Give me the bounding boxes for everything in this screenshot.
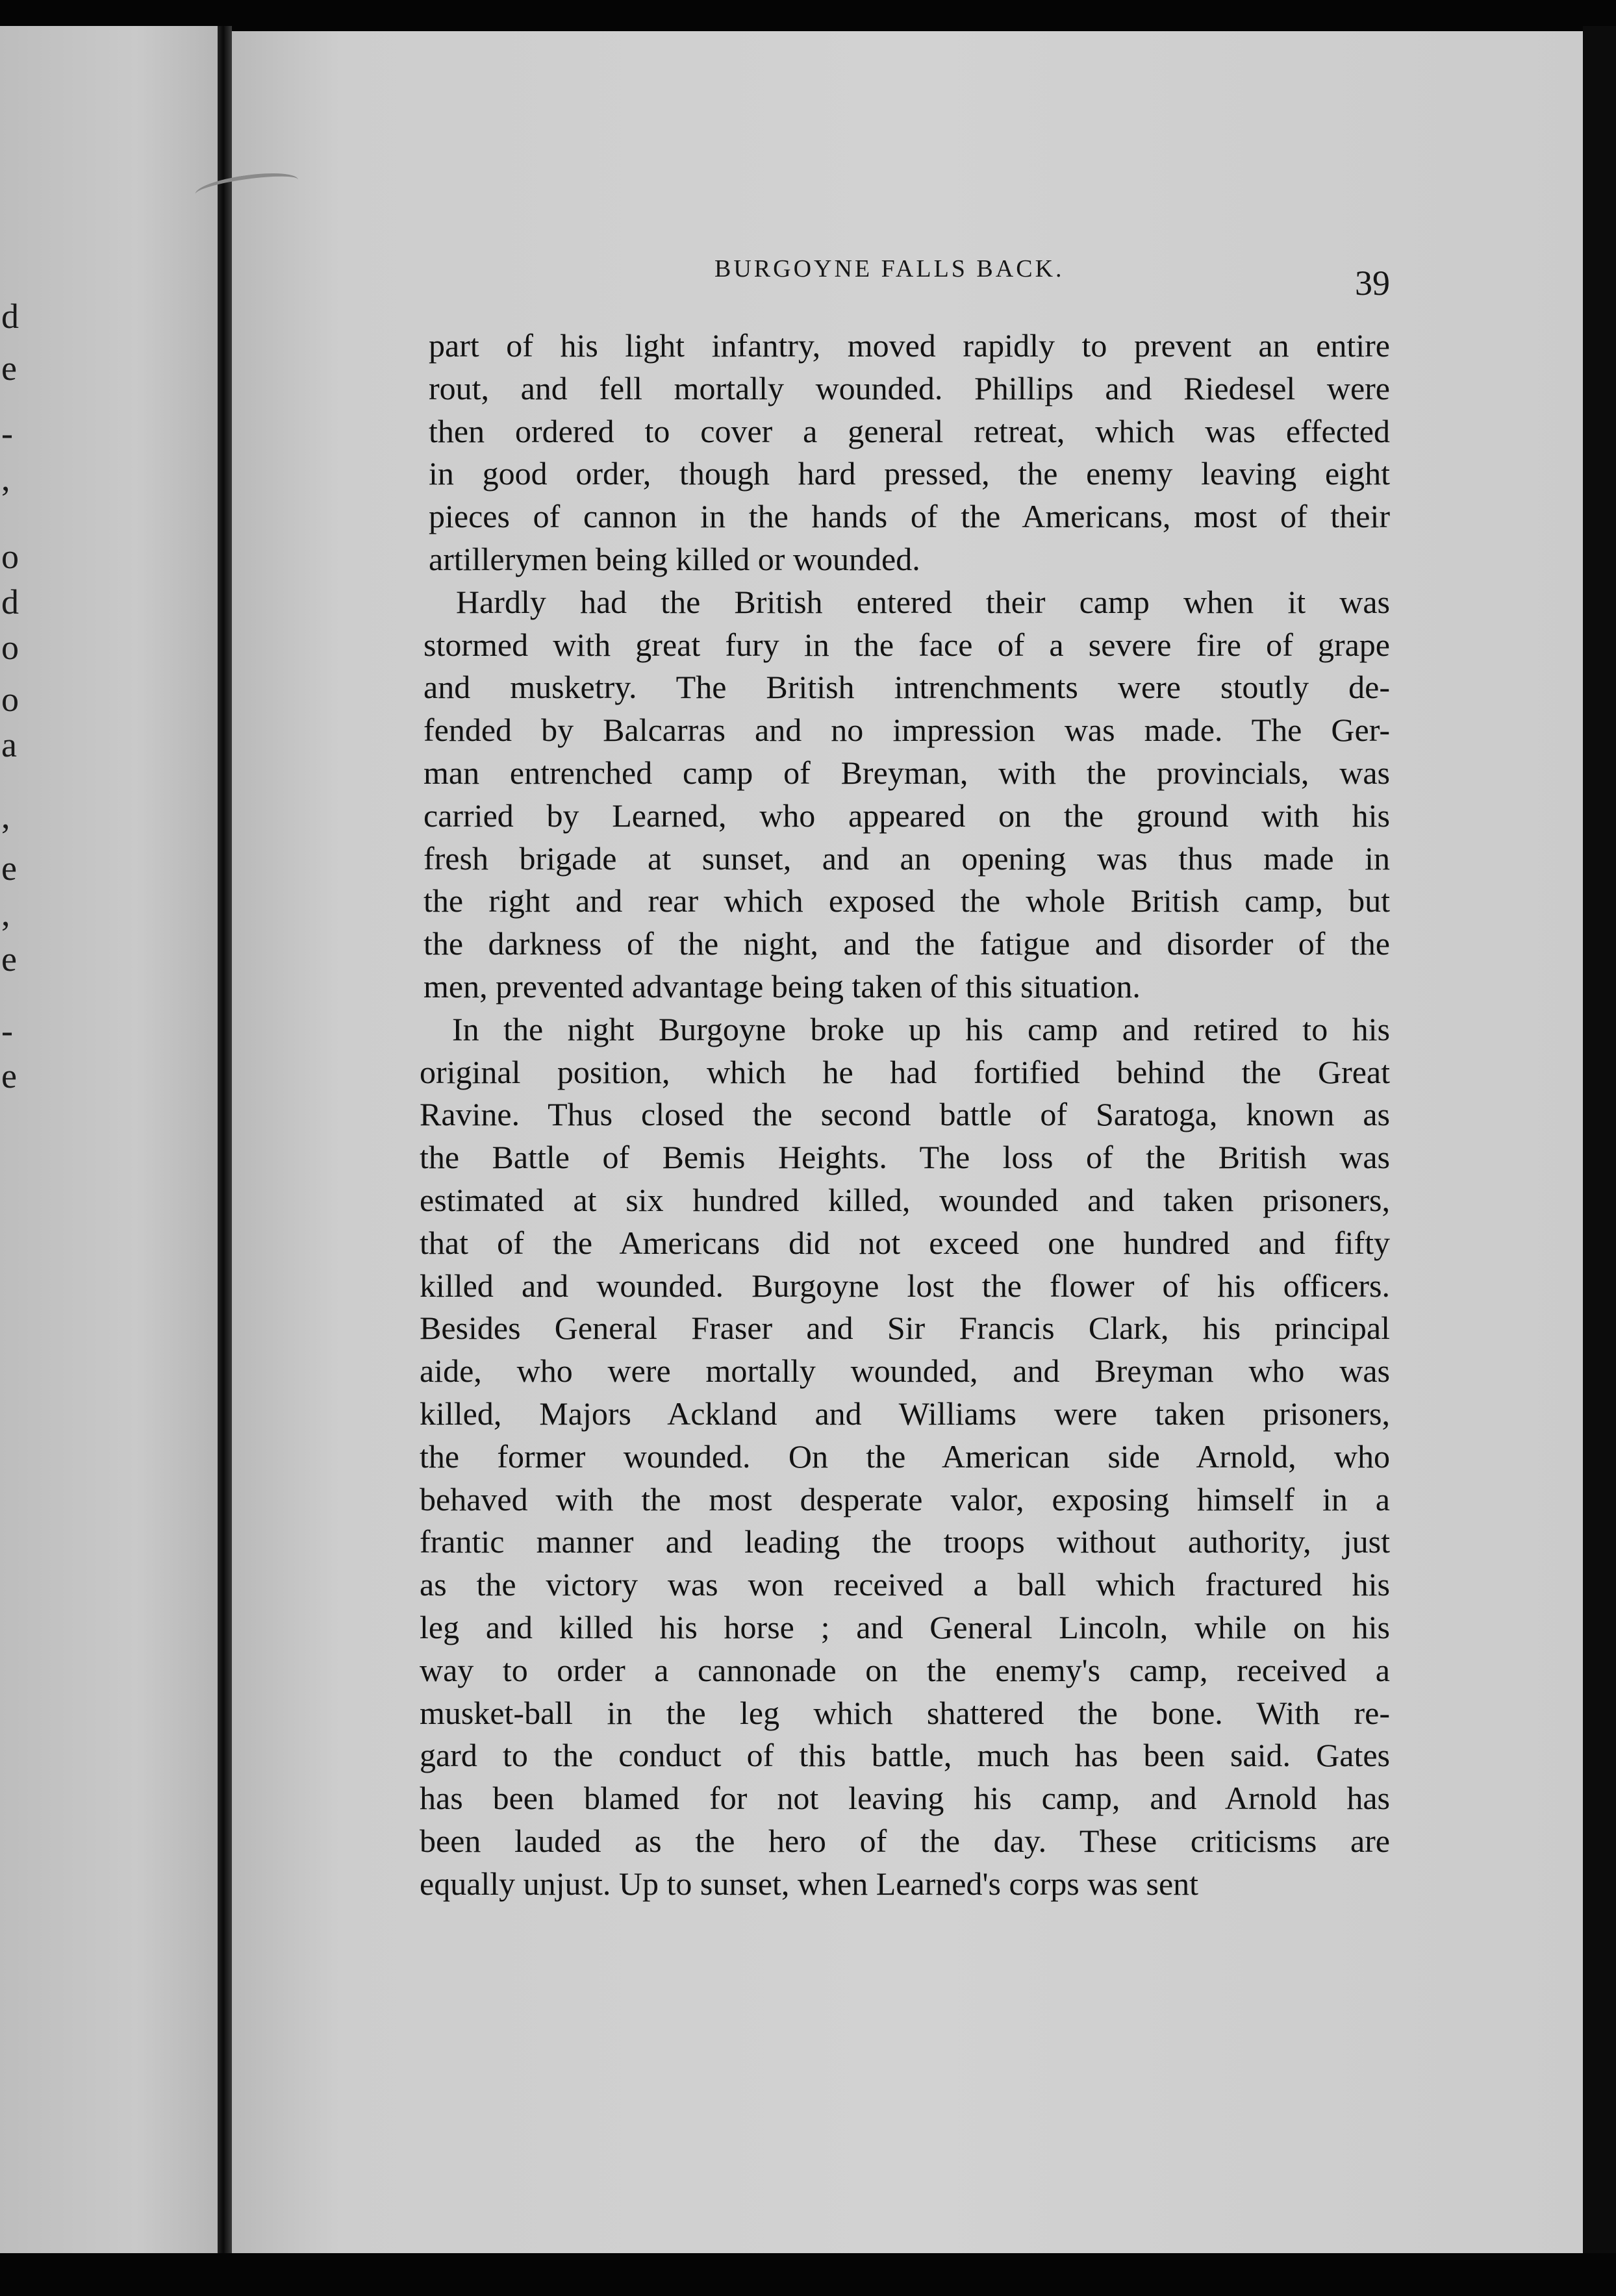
text-line: In the night Burgoyne broke up his camp and retired to his <box>452 1010 1390 1047</box>
paragraph <box>423 581 1390 1008</box>
scan-border-top <box>0 0 1616 36</box>
text-line: leg and killed his horse ; and General Lincoln, while on his <box>420 1608 1390 1645</box>
text-line: estimated at six hundred killed, wounded and taken prisoners, <box>420 1181 1390 1218</box>
facing-page-letter: o <box>1 537 19 576</box>
text-line: frantic manner and leading the troops without authority, just <box>420 1523 1390 1560</box>
text-line: and musketry. The British intrenchments were stoutly de- <box>423 669 1390 706</box>
text-line: has been blamed for not leaving his camp, and Arnold has <box>420 1780 1390 1817</box>
text-line: the right and rear which exposed the whole British camp, but <box>423 882 1390 919</box>
text-line: behaved with the most desperate valor, exposing himself in a <box>420 1480 1390 1517</box>
scan-border-right <box>1583 26 1616 2260</box>
text-line: stormed with great fury in the face of a severe fire of grape <box>423 626 1390 663</box>
paragraph <box>420 1008 1390 1906</box>
text-line: the darkness of the night, and the fatigue and disorder of the <box>423 925 1390 962</box>
facing-page-letter: o <box>1 680 19 719</box>
facing-page-letter: , <box>1 894 10 933</box>
facing-page-letter: e <box>1 349 17 388</box>
text-line: Besides General Fraser and Sir Francis Clark, his principal <box>420 1310 1390 1347</box>
text-line: man entrenched camp of Breyman, with the provincials, was <box>423 754 1390 791</box>
facing-page-letter: - <box>1 1011 13 1050</box>
text-line: been lauded as the hero of the day. These criticisms are <box>420 1822 1390 1859</box>
facing-page-letter: a <box>1 725 17 764</box>
facing-page-letter: , <box>1 797 10 836</box>
facing-page-letter: e <box>1 1056 17 1095</box>
text-line: Hardly had the British entered their camp when it was <box>456 583 1390 620</box>
facing-page-letter: e <box>1 849 17 888</box>
text-line: the former wounded. On the American side Arnold, who <box>420 1438 1390 1475</box>
text-line: the Battle of Bemis Heights. The loss of the British was <box>420 1139 1390 1176</box>
text-line: original position, which he had fortified behind the Great <box>420 1053 1390 1090</box>
text-line: carried by Learned, who appeared on the ground with his <box>423 797 1390 834</box>
book-gutter <box>218 26 232 2260</box>
page-number: 39 <box>1355 264 1390 303</box>
running-title: BURGOYNE FALLS BACK. <box>714 255 1065 282</box>
text-line: equally unjust. Up to sunset, when Learned's corps was sent <box>420 1865 1199 1902</box>
facing-page-letter: - <box>1 414 13 453</box>
page-body <box>420 325 1390 1905</box>
facing-page-letter: e <box>1 940 17 979</box>
text-line: gard to the conduct of this battle, much has been said. Gates <box>420 1737 1390 1774</box>
text-line: in good order, though hard pressed, the enemy leaving eight <box>429 455 1390 492</box>
facing-page-letter: , <box>1 459 10 498</box>
text-line: aide, who were mortally wounded, and Breyman who was <box>420 1353 1390 1390</box>
text-line: men, prevented advantage being taken of this situation. <box>423 967 1141 1004</box>
facing-page-letter: d <box>1 297 19 336</box>
text-line: rout, and fell mortally wounded. Phillips and Riedesel were <box>429 369 1390 406</box>
text-line: fresh brigade at sunset, and an opening was thus made in <box>423 840 1390 877</box>
text-line: then ordered to cover a general retreat, which was effected <box>429 412 1390 449</box>
text-line: that of the Americans did not exceed one hundred and fifty <box>420 1224 1390 1261</box>
scan-border-bottom <box>0 2253 1616 2296</box>
text-line: part of his light infantry, moved rapidly to prevent an entire <box>429 327 1390 364</box>
text-line: killed and wounded. Burgoyne lost the flower of his officers. <box>420 1267 1390 1304</box>
paragraph <box>429 325 1390 581</box>
facing-page-letter: o <box>1 628 19 667</box>
text-line: way to order a cannonade on the enemy's camp, received a <box>420 1651 1390 1688</box>
facing-page-letter: d <box>1 582 19 621</box>
facing-page-edge <box>0 26 227 2260</box>
text-line: killed, Majors Ackland and Williams were taken prisoners, <box>420 1395 1390 1432</box>
text-line: artillerymen being killed or wounded. <box>429 540 920 577</box>
text-line: as the victory was won received a ball which fractured his <box>420 1566 1390 1603</box>
text-line: pieces of cannon in the hands of the Americans, most of their <box>429 498 1390 535</box>
text-line: musket-ball in the leg which shattered the bone. With re- <box>420 1694 1390 1731</box>
text-line: fended by Balcarras and no impression was made. The Ger- <box>423 712 1390 749</box>
text-line: Ravine. Thus closed the second battle of Saratoga, known as <box>420 1096 1390 1133</box>
